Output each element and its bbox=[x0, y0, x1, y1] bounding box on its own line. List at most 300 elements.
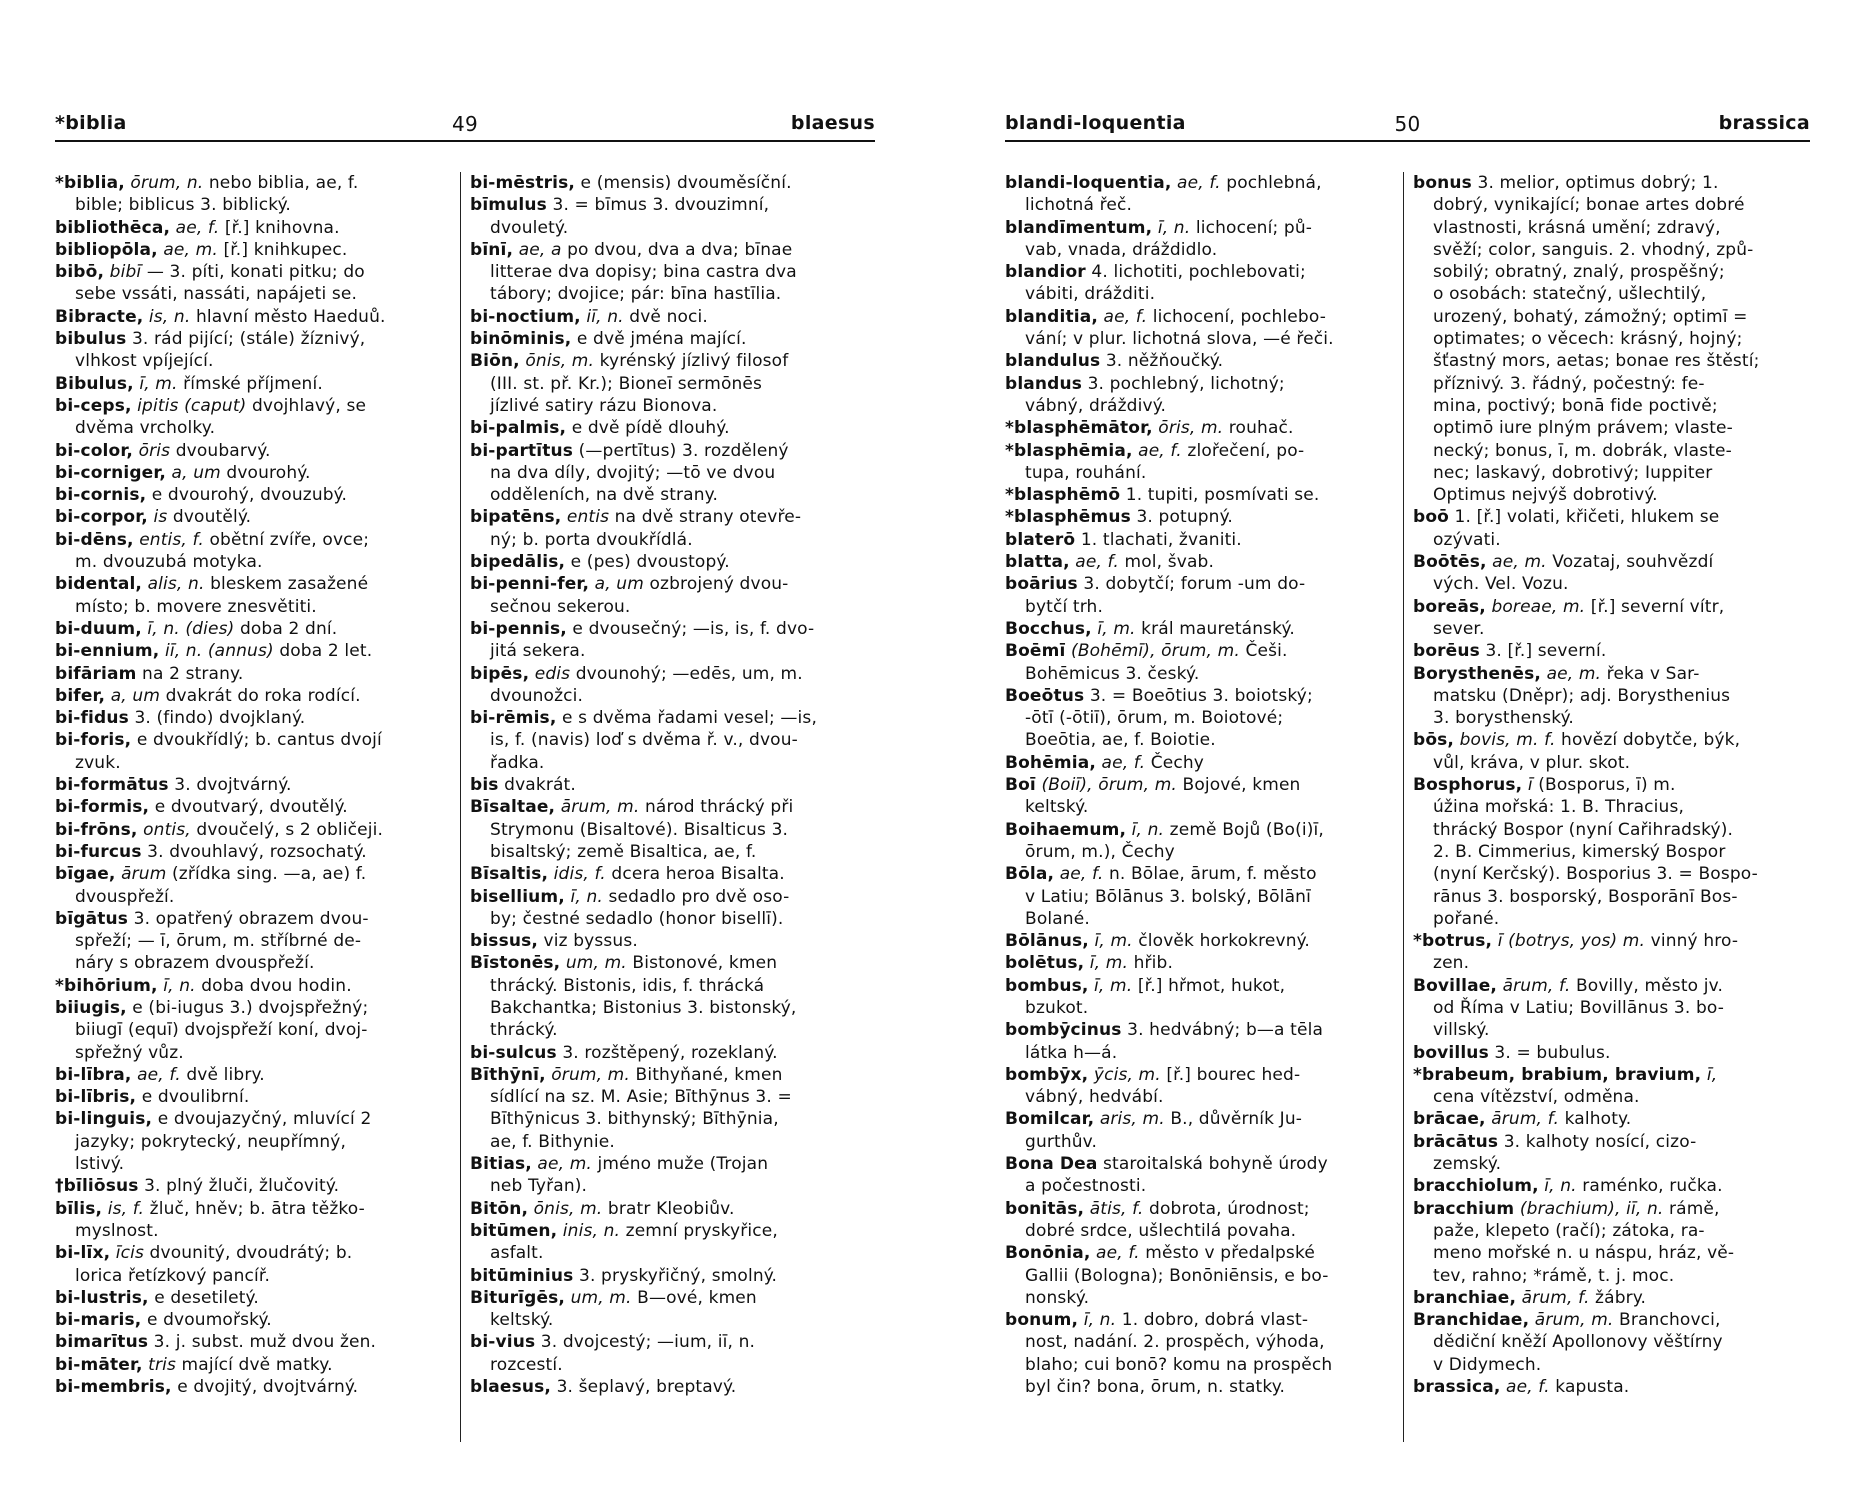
definition-text: ozbrojený dvou- bbox=[643, 574, 789, 595]
definition-text: raménko, ručka. bbox=[1576, 1176, 1723, 1197]
definition-text: vábný, dráždivý. bbox=[1025, 395, 1167, 416]
entry-continuation-line bbox=[55, 350, 450, 372]
entry-continuation-line bbox=[55, 1265, 450, 1287]
definition-text: vinný hro- bbox=[1645, 931, 1739, 952]
definition-text: ōrum, m.), Čechy bbox=[1025, 841, 1175, 862]
headword: Boī bbox=[1005, 775, 1036, 796]
definition-text: nost, nadání. 2. prospěch, výhoda, bbox=[1025, 1332, 1325, 1353]
definition-text: lorica řetízkový pancíř. bbox=[75, 1265, 271, 1286]
grammar-note: ārum bbox=[121, 864, 167, 885]
entry-continuation-line bbox=[1005, 886, 1395, 908]
grammar-note: ae, f. bbox=[1177, 173, 1221, 193]
definition-text: šťastný mors, aetas; bonae res štěstí; bbox=[1433, 351, 1760, 372]
grammar-note: entis, f. bbox=[139, 529, 204, 550]
dictionary-entry-line bbox=[1005, 440, 1395, 462]
entry-continuation-line bbox=[1005, 729, 1395, 751]
dictionary-entry-line bbox=[470, 863, 875, 885]
grammar-note: ae, m. bbox=[537, 1154, 592, 1175]
entry-continuation-line bbox=[1413, 417, 1810, 439]
dictionary-entry-line bbox=[55, 819, 450, 841]
definition-text: náry s obrazem dvouspřeží. bbox=[75, 953, 315, 974]
headword: Boeōtus bbox=[1005, 685, 1085, 706]
definition-text: sobilý; obratný, znalý, prospěšný; bbox=[1433, 262, 1725, 283]
dictionary-entry-line bbox=[1413, 1108, 1810, 1130]
definition-text: dvoučelý, s 2 obličeji. bbox=[190, 819, 384, 840]
definition-text: bisaltský; země Bisaltica, ae, f. bbox=[490, 841, 757, 862]
entry-continuation-line bbox=[470, 596, 875, 618]
headword: Bibulus, bbox=[55, 373, 134, 394]
grammar-note: ōnis, m. bbox=[533, 1198, 603, 1219]
definition-text: 1. tupiti, posmívati se. bbox=[1125, 485, 1320, 506]
grammar-note: alis, n. bbox=[147, 574, 205, 595]
dictionary-entry-line bbox=[1413, 1042, 1810, 1064]
dictionary-entry-line bbox=[470, 1153, 875, 1175]
definition-text: bytčí trh. bbox=[1025, 596, 1104, 617]
grammar-note: ī, m. bbox=[1094, 931, 1133, 952]
dictionary-entry-line bbox=[1413, 1309, 1810, 1331]
definition-text: e dvě jména mající. bbox=[576, 329, 747, 350]
dictionary-entry-line bbox=[1005, 774, 1395, 796]
definition-text: národ thrácký při bbox=[639, 797, 794, 818]
definition-text: vých. Vel. Vozu. bbox=[1433, 574, 1569, 595]
headword: bifer, bbox=[55, 685, 106, 706]
dictionary-entry-line bbox=[1005, 573, 1395, 595]
headword: bi-fidus bbox=[55, 708, 129, 729]
definition-text: Bovilly, město jv. bbox=[1570, 975, 1724, 996]
entry-continuation-line bbox=[1413, 283, 1810, 305]
column-right bbox=[1413, 172, 1810, 1398]
definition-text: Bithyňané, kmen bbox=[629, 1064, 783, 1085]
dictionary-entry-line bbox=[55, 997, 450, 1019]
definition-text: a počestnosti. bbox=[1025, 1176, 1147, 1197]
dictionary-entry-line bbox=[55, 1086, 450, 1108]
definition-text: řeka v Sar- bbox=[1601, 663, 1700, 684]
definition-text: tev, rahno; *rámě, t. j. moc. bbox=[1433, 1265, 1675, 1286]
definition-text: e dvojitý, dvojtvárný. bbox=[177, 1377, 359, 1398]
definition-text: 3. = bubulus. bbox=[1494, 1042, 1611, 1063]
definition-text: 3. plný žluči, žlučovitý. bbox=[144, 1176, 340, 1197]
definition-text: tupa, rouhání. bbox=[1025, 462, 1147, 483]
grammar-note: ī, bbox=[1706, 1064, 1718, 1085]
entry-continuation-line bbox=[470, 395, 875, 417]
definition-text: necký; bonus, ī, m. dobrák, vlaste- bbox=[1433, 440, 1732, 461]
definition-text: 3. pryskyřičný, smolný. bbox=[578, 1265, 778, 1286]
headword: bibulus bbox=[55, 329, 127, 350]
dictionary-entry-line bbox=[1005, 752, 1395, 774]
entry-continuation-line bbox=[470, 819, 875, 841]
dictionary-entry-line bbox=[55, 685, 450, 707]
grammar-note: ipitis (caput) bbox=[137, 395, 247, 416]
definition-text: zlořečení, po- bbox=[1181, 440, 1305, 461]
dictionary-entry-line bbox=[55, 1354, 450, 1376]
definition-text: žábry. bbox=[1589, 1287, 1647, 1308]
grammar-note: ī, n. bbox=[1544, 1176, 1577, 1197]
header-last-entry: blaesus bbox=[790, 112, 875, 134]
definition-text: vání; v plur. lichotná slova, —é řeči. bbox=[1025, 329, 1334, 350]
grammar-note: ārum, f. bbox=[1491, 1109, 1560, 1130]
definition-text: Bakchantka; Bistonius 3. bistonský, bbox=[490, 997, 797, 1018]
definition-text: 3. j. subst. muž dvou žen. bbox=[153, 1332, 377, 1353]
headword: bimarītus bbox=[55, 1332, 149, 1353]
headword: *blasphēmō bbox=[1005, 485, 1121, 506]
definition-text: sebe vssáti, nassáti, napájeti se. bbox=[75, 284, 358, 305]
entry-continuation-line bbox=[1005, 596, 1395, 618]
headword: blandīmentum, bbox=[1005, 217, 1153, 238]
definition-text: 3. pochlebný, lichotný; bbox=[1087, 373, 1285, 394]
headword: Bitias, bbox=[470, 1154, 532, 1175]
definition-text: e dvoujazyčný, mluvící 2 bbox=[157, 1109, 372, 1130]
dictionary-entry-line bbox=[55, 440, 450, 462]
headword: borēus bbox=[1413, 641, 1480, 662]
definition-text: dvoutělý. bbox=[167, 507, 252, 528]
entry-continuation-line bbox=[1413, 908, 1810, 930]
headword: binōminis, bbox=[470, 329, 572, 350]
definition-text: ae, f. Bithynie. bbox=[490, 1131, 615, 1152]
entry-continuation-line bbox=[1413, 997, 1810, 1019]
definition-text: město v předalpské bbox=[1139, 1243, 1315, 1264]
dictionary-entry-line bbox=[55, 506, 450, 528]
definition-text: [ř.] knihovna. bbox=[219, 217, 340, 238]
grammar-note: ae, m. bbox=[1492, 552, 1547, 573]
dictionary-entry-line bbox=[1005, 1242, 1395, 1264]
entry-continuation-line bbox=[55, 930, 450, 952]
dictionary-entry-line bbox=[55, 1108, 450, 1130]
dictionary-entry-line bbox=[1413, 1198, 1810, 1220]
dictionary-page-right bbox=[1005, 0, 1810, 1500]
headword: bīlis, bbox=[55, 1198, 103, 1219]
dictionary-entry-line bbox=[55, 975, 450, 997]
headword: boō bbox=[1413, 507, 1449, 528]
headword: branchiae, bbox=[1413, 1287, 1517, 1308]
header-first-entry: blandi-loquentia bbox=[1005, 112, 1186, 134]
entry-continuation-line bbox=[1413, 1086, 1810, 1108]
entry-continuation-line bbox=[1413, 261, 1810, 283]
definition-text: 3. potupný. bbox=[1136, 507, 1233, 528]
entry-continuation-line bbox=[55, 1019, 450, 1041]
dictionary-entry-line bbox=[470, 1064, 875, 1086]
entry-continuation-line bbox=[55, 1220, 450, 1242]
entry-continuation-line bbox=[470, 217, 875, 239]
definition-text: e s dvěma řadami vesel; —is, bbox=[562, 708, 817, 729]
entry-continuation-line bbox=[1005, 1331, 1395, 1353]
definition-text: zemní pryskyřice, bbox=[620, 1220, 778, 1241]
grammar-note: ī, m. bbox=[1097, 618, 1136, 639]
dictionary-entry-line bbox=[55, 261, 450, 283]
definition-text: 3. [ř.] severní. bbox=[1485, 641, 1607, 662]
column-left bbox=[1005, 172, 1395, 1398]
definition-text: lichocení; pů- bbox=[1190, 217, 1313, 238]
headword: bi-palmis, bbox=[470, 418, 567, 439]
definition-text: 3. = bīmus 3. dvouzimní, bbox=[552, 195, 770, 216]
entry-continuation-line bbox=[470, 1309, 875, 1331]
dictionary-entry-line bbox=[1005, 863, 1395, 885]
definition-text: 3. (findo) dvojklaný. bbox=[134, 708, 306, 729]
headword: brassica, bbox=[1413, 1377, 1501, 1398]
dictionary-entry-line bbox=[1005, 685, 1395, 707]
headword: bi-corpor, bbox=[55, 507, 148, 528]
headword: bolētus, bbox=[1005, 953, 1085, 974]
headword: bi-furcus bbox=[55, 841, 142, 862]
headword: bi-formis, bbox=[55, 797, 150, 818]
definition-text: 3. opatřený obrazem dvou- bbox=[133, 908, 369, 929]
grammar-note: a, um bbox=[110, 685, 161, 706]
entry-continuation-line bbox=[1005, 239, 1395, 261]
definition-text: 3. dobytčí; forum -um do- bbox=[1083, 574, 1306, 595]
headword: bi-membris, bbox=[55, 1377, 172, 1398]
entry-continuation-line bbox=[470, 1175, 875, 1197]
page-number: 49 bbox=[451, 112, 479, 136]
dictionary-entry-line bbox=[55, 663, 450, 685]
definition-text: bratr Kleobiův. bbox=[602, 1198, 735, 1219]
dictionary-entry-line bbox=[470, 707, 875, 729]
dictionary-entry-line bbox=[55, 908, 450, 930]
entry-continuation-line bbox=[1005, 1131, 1395, 1153]
dictionary-entry-line bbox=[1005, 261, 1395, 283]
grammar-note: ī, n. (dies) bbox=[147, 618, 235, 639]
definition-text: dvounohý; —edēs, um, m. bbox=[570, 663, 803, 684]
dictionary-entry-line bbox=[55, 306, 450, 328]
definition-text: 1. tlachati, žvaniti. bbox=[1080, 529, 1242, 550]
dictionary-entry-line bbox=[470, 1198, 875, 1220]
dictionary-entry-line bbox=[1005, 1153, 1395, 1175]
definition-text: thrácký. Bistonis, idis, f. thrácká bbox=[490, 975, 765, 996]
dictionary-entry-line bbox=[1005, 975, 1395, 997]
dictionary-entry-line bbox=[55, 841, 450, 863]
definition-text: jméno muže (Trojan bbox=[591, 1154, 769, 1175]
entry-continuation-line bbox=[55, 886, 450, 908]
grammar-note: ārum, m. bbox=[560, 797, 640, 818]
definition-text: villský. bbox=[1433, 1020, 1490, 1041]
dictionary-entry-line bbox=[1005, 1064, 1395, 1086]
definition-text: 1. dobro, dobrá vlast- bbox=[1116, 1310, 1309, 1331]
headword: Branchidae, bbox=[1413, 1310, 1530, 1331]
definition-text: viz byssus. bbox=[543, 931, 638, 952]
headword: Biōn, bbox=[470, 351, 520, 372]
headword: bi-lībra, bbox=[55, 1064, 132, 1085]
dictionary-entry-line bbox=[470, 306, 875, 328]
headword: Bōlānus, bbox=[1005, 931, 1089, 952]
headword: bi-formātus bbox=[55, 775, 169, 796]
dictionary-entry-line bbox=[470, 1265, 875, 1287]
definition-text: 3. něžňoučký. bbox=[1105, 351, 1224, 372]
entry-continuation-line bbox=[55, 283, 450, 305]
headword: bonum, bbox=[1005, 1310, 1079, 1331]
grammar-note: ī, n. bbox=[1157, 217, 1191, 238]
header-first-entry: *biblia bbox=[55, 112, 127, 134]
definition-text: vůl, kráva, v plur. skot. bbox=[1433, 752, 1631, 773]
grammar-note: (brachium), iī, n. bbox=[1519, 1198, 1664, 1219]
definition-text: nonský. bbox=[1025, 1287, 1090, 1308]
grammar-note: ī (botrys, yos) m. bbox=[1497, 931, 1646, 952]
grammar-note: bovis, m. f. bbox=[1459, 730, 1556, 751]
grammar-note: (Boiī), ōrum, m. bbox=[1041, 775, 1177, 796]
definition-text: sever. bbox=[1433, 618, 1485, 639]
entry-continuation-line bbox=[1413, 395, 1810, 417]
dictionary-entry-line bbox=[1005, 350, 1395, 372]
dictionary-entry-line bbox=[55, 484, 450, 506]
dictionary-entry-line bbox=[1413, 975, 1810, 997]
grammar-note: ae, f. bbox=[1138, 440, 1182, 461]
headword: bi-linguis, bbox=[55, 1109, 153, 1130]
definition-text: byl čin? bona, ōrum, n. statky. bbox=[1025, 1377, 1286, 1398]
dictionary-entry-line bbox=[55, 217, 450, 239]
definition-text: lstivý. bbox=[75, 1154, 125, 1175]
grammar-note: ārum, m. bbox=[1534, 1310, 1614, 1331]
headword: blandior bbox=[1005, 262, 1086, 283]
grammar-note: ārum, f. bbox=[1521, 1287, 1590, 1308]
entry-continuation-line bbox=[1413, 462, 1810, 484]
dictionary-entry-line bbox=[1413, 1175, 1810, 1197]
headword: bonus bbox=[1413, 173, 1472, 193]
dictionary-entry-line bbox=[1413, 930, 1810, 952]
headword: bombȳcinus bbox=[1005, 1020, 1122, 1041]
headword: Boōtēs, bbox=[1413, 552, 1487, 573]
headword: bi-duum, bbox=[55, 618, 142, 639]
grammar-note: um, m. bbox=[570, 1287, 632, 1308]
definition-text: e (mensis) dvouměsíční. bbox=[580, 173, 792, 193]
definition-text: myslnost. bbox=[75, 1220, 159, 1241]
definition-text: gurthův. bbox=[1025, 1131, 1098, 1152]
dictionary-entry-line bbox=[1005, 618, 1395, 640]
grammar-note: ōrum, n. bbox=[130, 173, 204, 193]
dictionary-entry-line bbox=[470, 886, 875, 908]
dictionary-entry-line bbox=[470, 573, 875, 595]
entry-continuation-line bbox=[1413, 440, 1810, 462]
headword: bi-ennium, bbox=[55, 641, 160, 662]
entry-continuation-line bbox=[1005, 283, 1395, 305]
dictionary-page-left bbox=[55, 0, 875, 1500]
definition-text: e dvoutvarý, dvoutělý. bbox=[154, 797, 348, 818]
definition-text: 3. borysthenský. bbox=[1433, 708, 1574, 729]
entry-continuation-line bbox=[1413, 863, 1810, 885]
entry-continuation-line bbox=[1413, 841, 1810, 863]
definition-text: na 2 strany. bbox=[142, 663, 244, 684]
entry-continuation-line bbox=[1413, 796, 1810, 818]
definition-text: (—pertītus) 3. rozdělený bbox=[578, 440, 789, 461]
definition-text: Bojové, kmen bbox=[1176, 775, 1301, 796]
definition-text: meno mořské n. u náspu, hráz, vě- bbox=[1433, 1243, 1735, 1264]
definition-text: doba 2 dní. bbox=[234, 618, 338, 639]
definition-text: tábory; dvojice; pár: bīna hastīlia. bbox=[490, 284, 782, 305]
definition-text: lichocení, pochlebo- bbox=[1147, 306, 1326, 327]
definition-text: lichotná řeč. bbox=[1025, 195, 1133, 216]
definition-text: spřežný vůz. bbox=[75, 1042, 184, 1063]
grammar-note: boreae, m. bbox=[1491, 596, 1586, 617]
headword: Boēmī bbox=[1005, 641, 1066, 662]
page-number: 50 bbox=[1394, 112, 1421, 136]
entry-continuation-line bbox=[1413, 306, 1810, 328]
definition-text: dvouletý. bbox=[490, 217, 569, 238]
dictionary-entry-line bbox=[1413, 729, 1810, 751]
dictionary-entry-line bbox=[1005, 373, 1395, 395]
headword: bi-color, bbox=[55, 440, 134, 461]
dictionary-entry-line bbox=[1413, 640, 1810, 662]
entry-continuation-line bbox=[470, 1131, 875, 1153]
definition-text: [ř.] knihkupec. bbox=[217, 239, 348, 260]
definition-text: dcera heroa Bisalta. bbox=[605, 864, 785, 885]
definition-text: dvounitý, dvoudrátý; b. bbox=[144, 1243, 353, 1264]
grammar-note: ī bbox=[1527, 775, 1533, 796]
definition-text: mina, poctivý; bonā fide poctivě; bbox=[1433, 395, 1718, 416]
definition-text: dvojhlavý, se bbox=[246, 395, 367, 416]
grammar-note: um, m. bbox=[565, 953, 627, 974]
grammar-note: ī, n. bbox=[1131, 819, 1165, 840]
entry-continuation-line bbox=[1413, 1242, 1810, 1264]
definition-text: po dvou, dva a dva; bīnae bbox=[561, 239, 793, 260]
definition-text: Bohēmicus 3. český. bbox=[1025, 663, 1200, 684]
dictionary-entry-line bbox=[470, 506, 875, 528]
headword: bi-penni-fer, bbox=[470, 574, 590, 595]
entry-continuation-line bbox=[55, 551, 450, 573]
definition-text: litterae dva dopisy; bina castra dva bbox=[490, 262, 797, 283]
headword: boreās, bbox=[1413, 596, 1486, 617]
definition-text: král mauretánský. bbox=[1135, 618, 1295, 639]
definition-text: dvoubarvý. bbox=[170, 440, 271, 461]
dictionary-entry-line bbox=[55, 774, 450, 796]
grammar-note: ae, f. bbox=[1075, 552, 1119, 573]
definition-text: staroitalská bohyně úrody bbox=[1103, 1154, 1328, 1175]
definition-text: dvounožci. bbox=[490, 685, 584, 706]
definition-text: úžina mořská: 1. B. Thracius, bbox=[1433, 797, 1685, 818]
definition-text: B., důvěrník Ju- bbox=[1164, 1109, 1303, 1130]
definition-text: 3. kalhoty nosící, cizo- bbox=[1503, 1131, 1697, 1152]
dictionary-entry-line bbox=[1005, 506, 1395, 528]
grammar-note: ae, f. bbox=[175, 217, 220, 238]
headword: Biturīgēs, bbox=[470, 1287, 565, 1308]
entry-continuation-line bbox=[1413, 350, 1810, 372]
grammar-note: ae, f. bbox=[1506, 1377, 1550, 1398]
headword: bi-dēns, bbox=[55, 529, 134, 550]
headword: bidental, bbox=[55, 574, 143, 595]
headword: Bibracte, bbox=[55, 306, 144, 327]
entry-continuation-line bbox=[470, 752, 875, 774]
definition-text: hovězí dobytče, býk, bbox=[1555, 730, 1741, 751]
definition-text: sečnou sekerou. bbox=[490, 596, 631, 617]
definition-text: v Didymech. bbox=[1433, 1354, 1542, 1375]
headword: blaesus, bbox=[470, 1377, 551, 1398]
entry-continuation-line bbox=[1005, 1086, 1395, 1108]
definition-text: e (bi-iugus 3.) dvojspřežný; bbox=[132, 997, 369, 1018]
definition-text: kyrénský jízlivý filosof bbox=[594, 351, 789, 372]
definition-text: žluč, hněv; b. ātra těžko- bbox=[144, 1198, 365, 1219]
definition-text: místo; b. movere znesvětiti. bbox=[75, 596, 317, 617]
definition-text: dvěma vrcholky. bbox=[75, 418, 216, 439]
entry-continuation-line bbox=[1005, 796, 1395, 818]
dictionary-entry-line bbox=[1005, 1198, 1395, 1220]
entry-continuation-line bbox=[1413, 328, 1810, 350]
grammar-note: ī, m. bbox=[1094, 975, 1133, 996]
headword: bovillus bbox=[1413, 1042, 1489, 1063]
grammar-note: ī, m. bbox=[139, 373, 178, 394]
definition-text: bible; biblicus 3. biblický. bbox=[75, 195, 291, 216]
dictionary-entry-line bbox=[470, 417, 875, 439]
headword: *blasphēmus bbox=[1005, 507, 1131, 528]
dictionary-entry-line bbox=[55, 395, 450, 417]
entry-continuation-line bbox=[1005, 328, 1395, 350]
definition-text: 2. B. Cimmerius, kimerský Bospor bbox=[1433, 841, 1726, 862]
headword: bibō, bbox=[55, 262, 105, 283]
definition-text: vab, vnada, dráždidlo. bbox=[1025, 239, 1218, 260]
headword: bisellium, bbox=[470, 886, 565, 907]
entry-continuation-line bbox=[1413, 1265, 1810, 1287]
definition-text: Boeōtia, ae, f. Boiotie. bbox=[1025, 730, 1216, 751]
definition-text: 3. dvojcestý; —ium, iī, n. bbox=[540, 1332, 756, 1353]
grammar-note: ārum, f. bbox=[1502, 975, 1571, 996]
definition-text: zvuk. bbox=[75, 752, 121, 773]
column-left bbox=[55, 172, 450, 1398]
definition-text: nec; laskavý, dobrotivý; Iuppiter bbox=[1433, 462, 1713, 483]
definition-text: zen. bbox=[1433, 953, 1470, 974]
